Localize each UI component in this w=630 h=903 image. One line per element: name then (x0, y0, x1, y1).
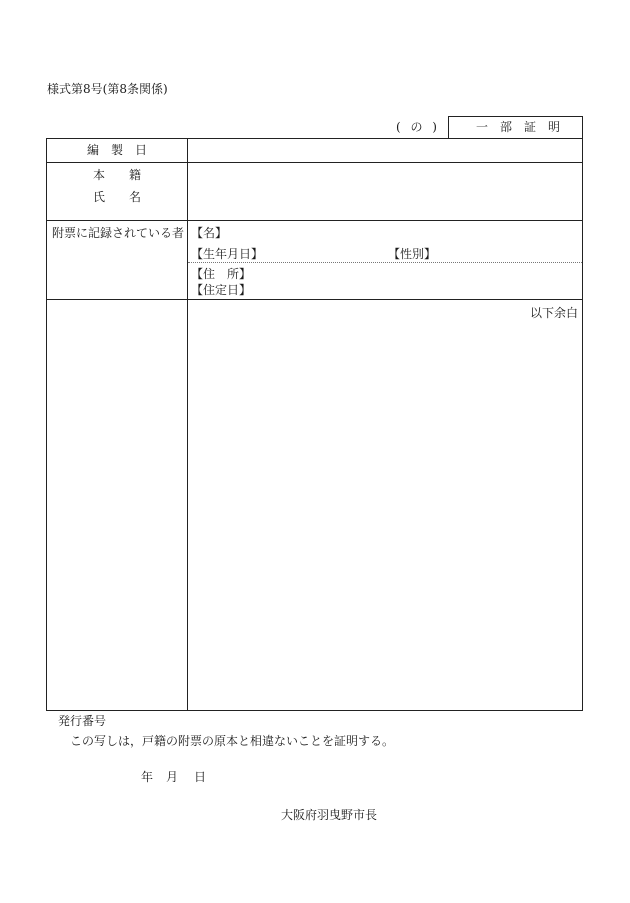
table-left-border (46, 138, 47, 711)
row-divider-3 (46, 299, 583, 300)
person-sex-label: 【性別】 (388, 247, 437, 261)
table-right-border (582, 138, 583, 711)
date-month-label: 月 (166, 770, 179, 784)
row-divider-1 (46, 162, 583, 163)
issue-number-label: 発行番号 (58, 714, 107, 728)
honseki-label: 本 籍 (92, 168, 141, 182)
table-bottom-border (46, 710, 583, 711)
table-column-divider (187, 138, 188, 711)
name-label: 氏 名 (92, 190, 141, 204)
type-box-right-border (582, 116, 583, 138)
row-divider-2 (46, 220, 583, 221)
person-dotted-separator (188, 262, 582, 263)
certificate-type-paren: ( の ) (396, 120, 437, 134)
fuhyo-label: 附票に記録されている者 (52, 226, 185, 240)
type-box-top-border (448, 116, 583, 117)
table-top-border (46, 138, 583, 139)
form-number: 様式第8号(第8条関係) (47, 82, 168, 96)
date-year-label: 年 (141, 770, 154, 784)
date-day-label: 日 (194, 770, 207, 784)
type-box-left-border (448, 116, 449, 138)
certification-statement: この写しは，戸籍の附票の原本と相違ないことを証明する。 (70, 734, 395, 748)
person-residence-date-label: 【住定日】 (191, 283, 252, 297)
person-address-label: 【住 所】 (191, 267, 252, 281)
certificate-type: 一 部 証 明 (475, 120, 560, 134)
remainder-blank-text: 以下余白 (530, 306, 579, 320)
person-birthdate-label: 【生年月日】 (191, 247, 264, 261)
issuer-name: 大阪府羽曳野市長 (281, 808, 378, 822)
compiled-date-label: 編 製 日 (86, 143, 147, 157)
person-name-label: 【名】 (191, 226, 228, 240)
